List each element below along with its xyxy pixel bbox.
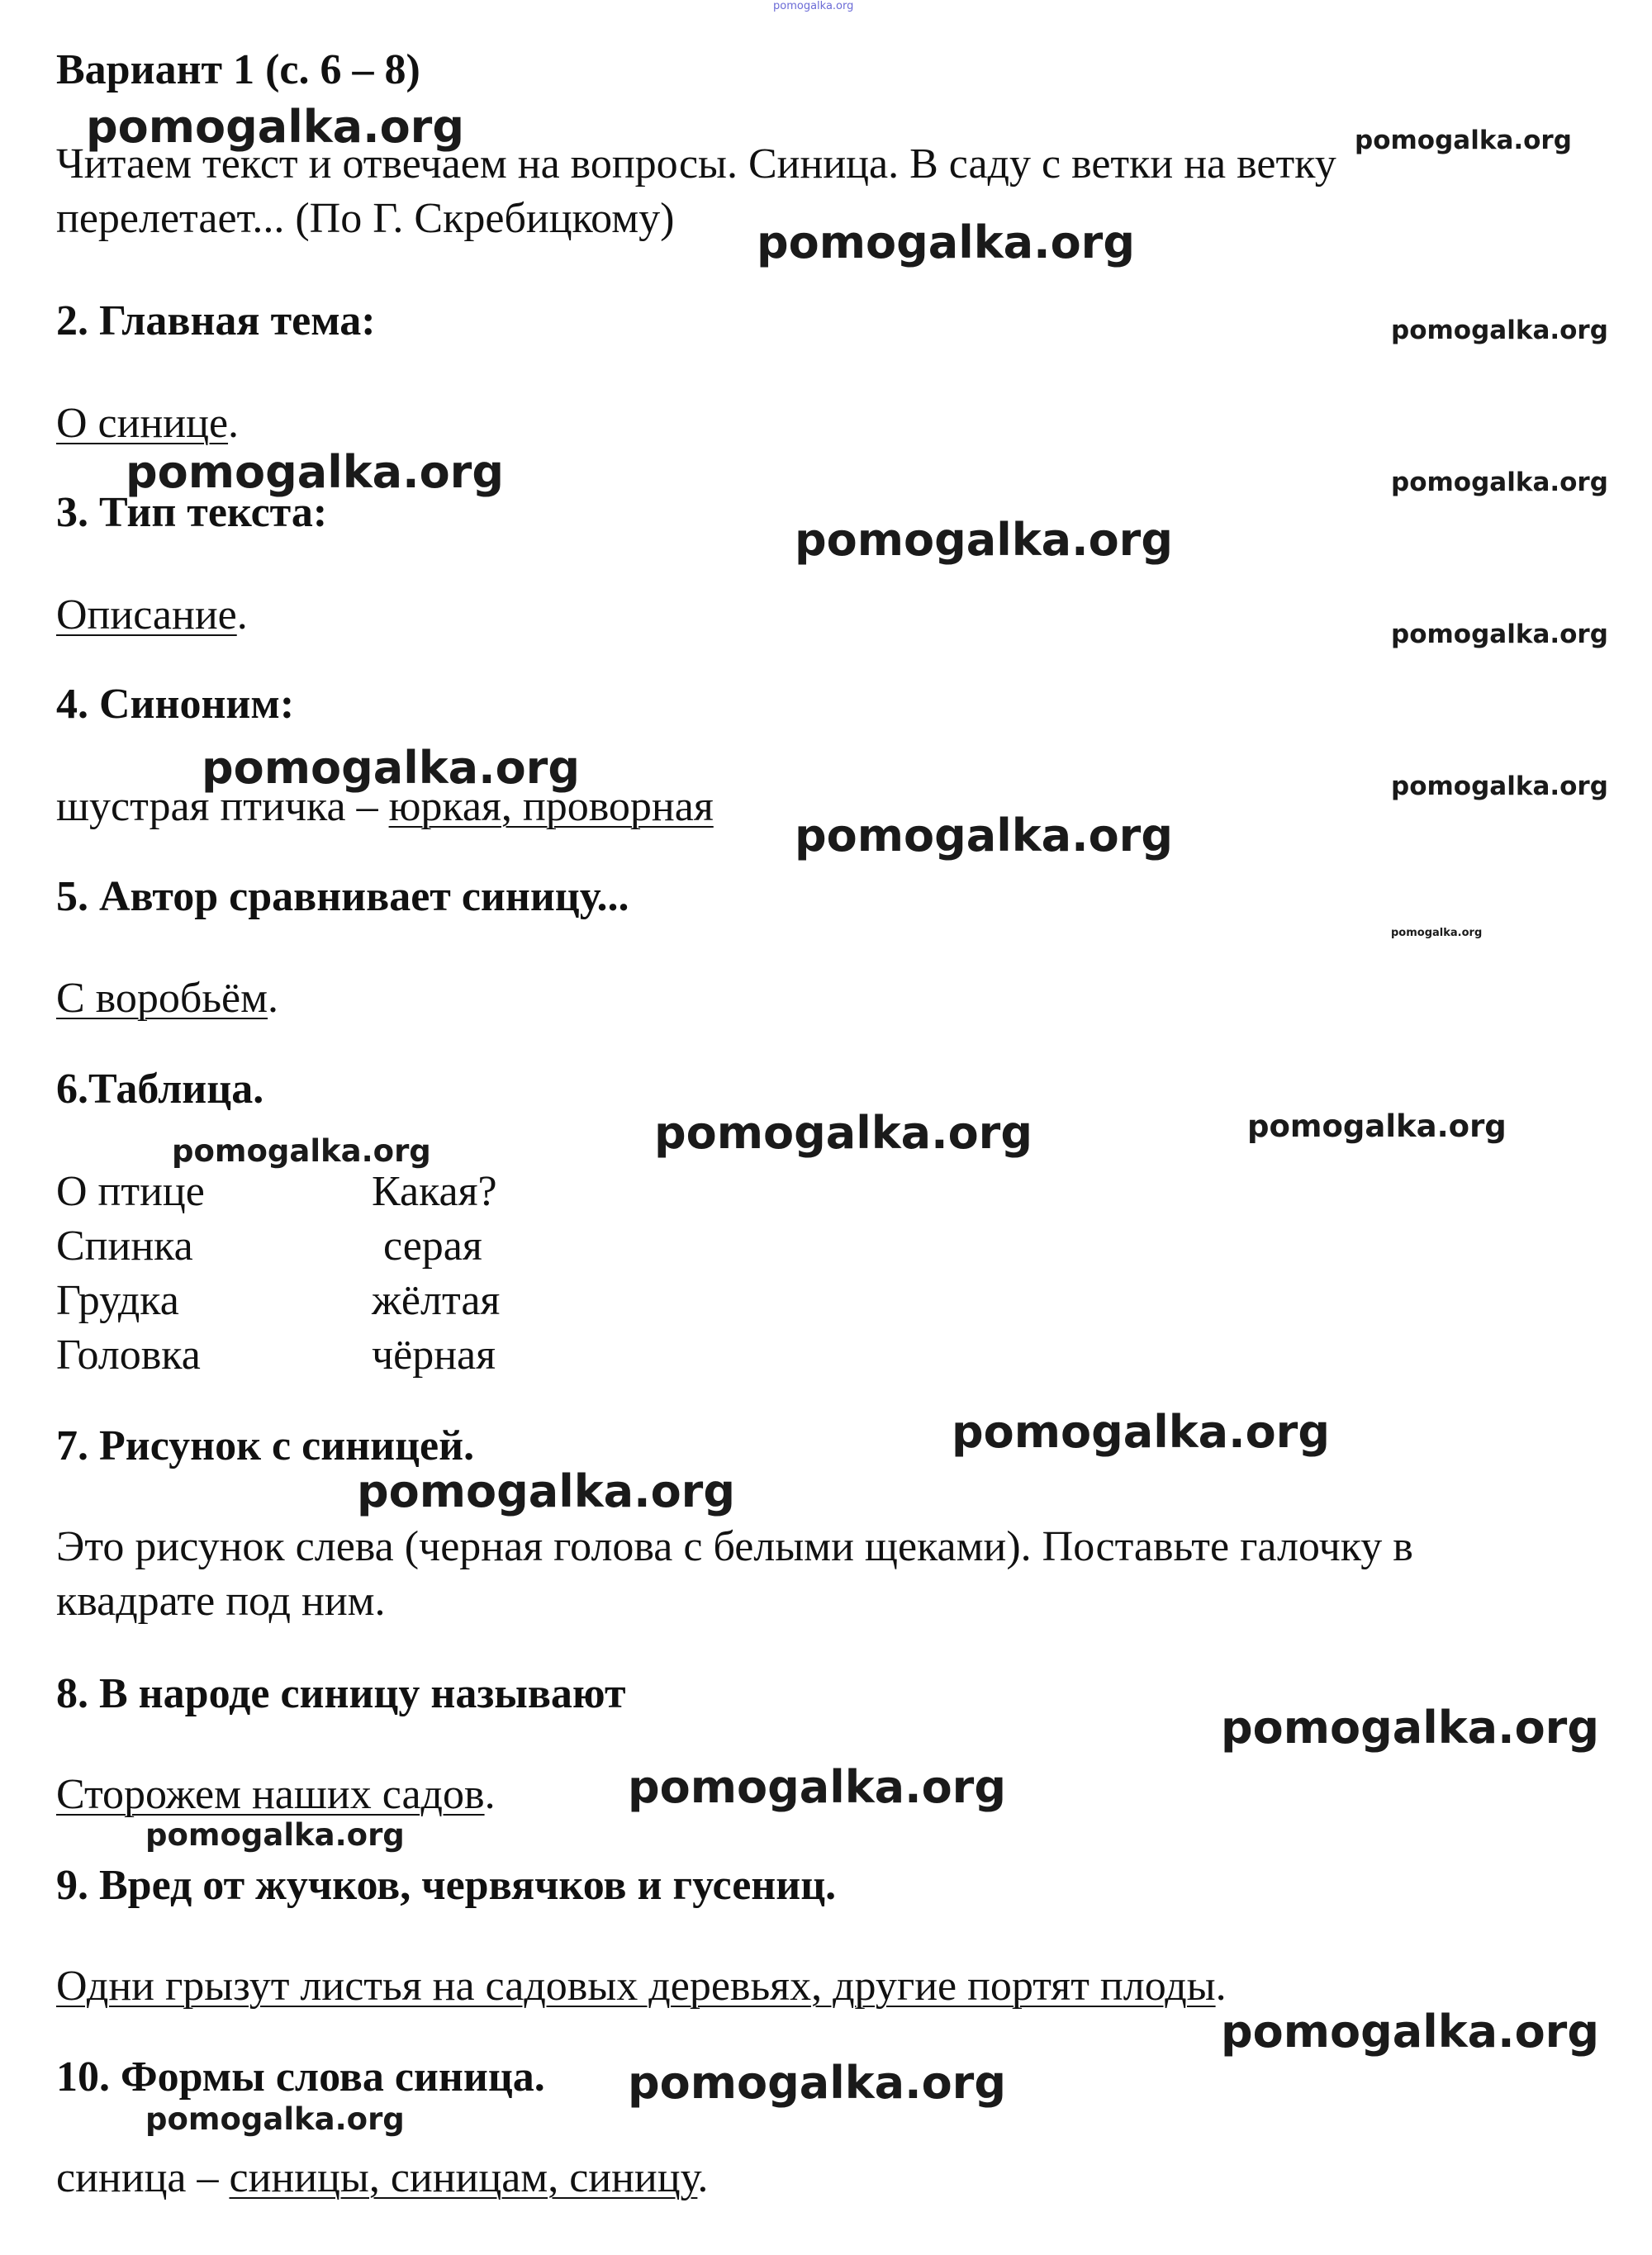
table-header-row <box>56 1165 497 1219</box>
table-row <box>56 1328 496 1383</box>
q9-answer-line <box>56 1959 1227 2014</box>
watermark: pomogalka.org <box>145 2101 405 2137</box>
q2-period: . <box>228 400 240 447</box>
watermark: pomogalka.org <box>357 1465 735 1517</box>
watermark: pomogalka.org <box>1391 316 1608 345</box>
q10-prefix: синица – <box>56 2154 230 2201</box>
watermark: pomogalka.org <box>1391 927 1483 939</box>
watermark: pomogalka.org <box>1391 468 1608 497</box>
watermark: pomogalka.org <box>654 1107 1032 1159</box>
watermark: pomogalka.org <box>202 742 580 794</box>
watermark: pomogalka.org <box>1221 2006 1599 2058</box>
q3-answer: Описание <box>56 591 237 639</box>
q6-heading: 6.Таблица. <box>56 1066 264 1113</box>
q7-line-1: Это рисунок слева (черная голова с белыми щеками). Поставьте галочку в <box>56 1523 1413 1570</box>
intro-line-2: перелетает... (По Г. Скребицкому) <box>56 195 675 242</box>
watermark: pomogalka.org <box>952 1406 1330 1458</box>
watermark: pomogalka.org <box>1247 1109 1507 1144</box>
q2-answer: О синице <box>56 400 229 447</box>
q10-period: . <box>697 2154 709 2201</box>
watermark: pomogalka.org <box>628 2057 1006 2109</box>
watermark: pomogalka.org <box>1391 771 1608 801</box>
q10-answer-line <box>56 2151 708 2205</box>
q4-heading: 4. Синоним: <box>56 681 295 728</box>
watermark: pomogalka.org <box>145 1817 405 1853</box>
watermark: pomogalka.org <box>1221 1702 1599 1754</box>
q8-answer-line <box>56 1768 496 1822</box>
q3-heading: 3. Тип текста: <box>56 489 328 536</box>
q2-answer-line <box>56 396 239 451</box>
q5-period: . <box>268 975 279 1022</box>
watermark: pomogalka.org <box>126 446 504 498</box>
q4-answer: юркая, проворная <box>388 783 714 830</box>
q10-heading: 10. Формы слова синица. <box>56 2053 545 2101</box>
q9-heading: 9. Вред от жучков, червячков и гусениц. <box>56 1862 837 1909</box>
q5-answer: С воробьём <box>56 975 268 1022</box>
watermark: pomogalka.org <box>1391 620 1608 649</box>
q8-period: . <box>484 1771 496 1818</box>
q5-answer-line <box>56 971 278 1026</box>
q9-answer: Одни грызут листья на садовых деревьях, другие портят плоды <box>56 1963 1216 2010</box>
table-cell: чёрная <box>372 1332 496 1379</box>
watermark: pomogalka.org <box>795 809 1173 862</box>
q4-prefix: шустрая птичка – <box>56 783 389 830</box>
watermark: pomogalka.org <box>1355 126 1572 155</box>
q10-answer: синицы, синицам, синицу <box>229 2154 698 2201</box>
q8-answer: Сторожем наших садов <box>56 1771 485 1818</box>
table-col-1: О птице <box>56 1168 205 1215</box>
intro-line-1: Читаем текст и отвечаем на вопросы. Синица. В саду с ветки на ветку <box>56 140 1336 188</box>
watermark: pomogalka.org <box>773 0 854 12</box>
table-cell: Спинка <box>56 1222 193 1270</box>
table-col-2: Какая? <box>372 1168 497 1215</box>
watermark: pomogalka.org <box>628 1761 1006 1813</box>
page-title: Вариант 1 (с. 6 – 8) <box>56 46 420 93</box>
q7-heading: 7. Рисунок с синицей. <box>56 1422 475 1469</box>
q9-period: . <box>1215 1963 1227 2010</box>
table-row <box>56 1219 482 1274</box>
table-row <box>56 1274 501 1328</box>
q3-answer-line <box>56 588 248 643</box>
table-cell: Головка <box>56 1332 201 1379</box>
watermark: pomogalka.org <box>757 216 1135 268</box>
watermark: pomogalka.org <box>172 1133 431 1169</box>
watermark: pomogalka.org <box>795 514 1173 566</box>
q7-line-2: квадрате под ним. <box>56 1578 386 1625</box>
q2-heading: 2. Главная тема: <box>56 297 376 344</box>
table-cell: Грудка <box>56 1277 179 1324</box>
table-cell: жёлтая <box>372 1277 501 1324</box>
q5-heading: 5. Автор сравнивает синицу... <box>56 873 629 920</box>
table-cell: серая <box>383 1222 482 1270</box>
q3-period: . <box>236 591 248 639</box>
q8-heading: 8. В народе синицу называют <box>56 1670 626 1717</box>
watermark: pomogalka.org <box>86 101 464 153</box>
